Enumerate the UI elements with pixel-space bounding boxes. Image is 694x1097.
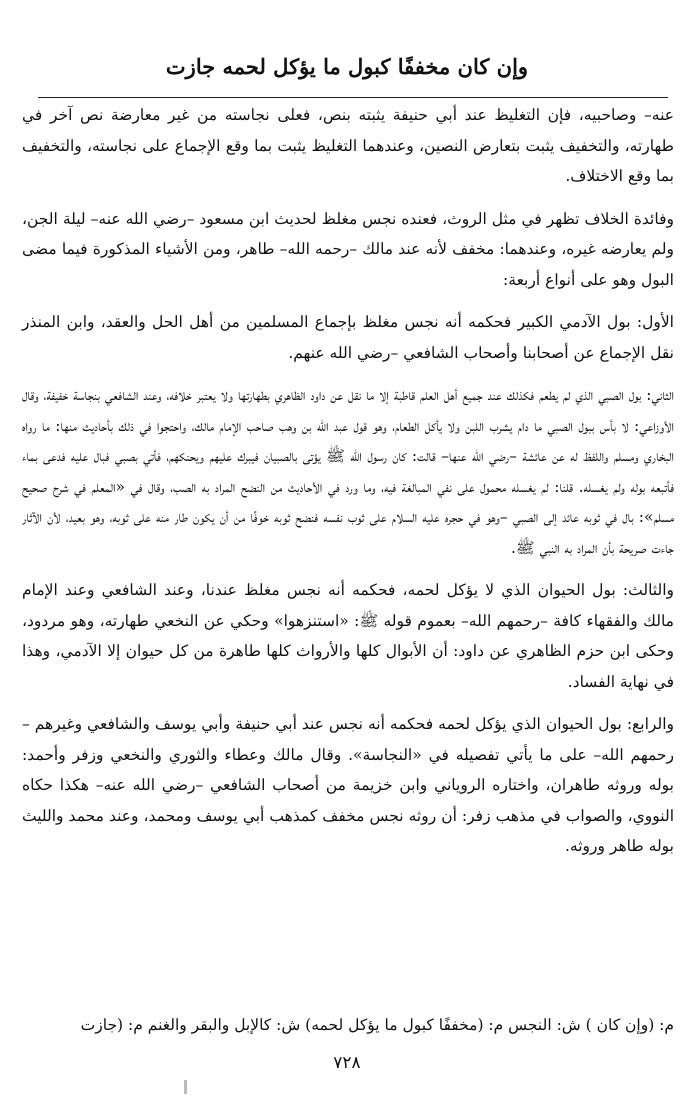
paragraph: والرابع: بول الحيوان الذي يؤكل لحمه فحكمه أنه نجس عند أبي حنيفة وأبي يوسف والشافعي وغيرهم –رحمهم الله– على ما يأتي تفصيله في «النجاسة». وقال مالك وعطاء والثوري والنخعي وزفر وأحمد: بوله وروثه طاهران، واختاره الروياني وابن خزيمة من أصحاب الشافعي –رضي الله عنه– هكذا حكاه النووي، والصواب في مذهب زفر: أن روثه نجس مخفف كمذهب أبي يوسف ومحمد، وعند محمد والليث بوله طاهر وروثه. <box>22 715 674 855</box>
header-rule <box>38 97 668 98</box>
matn-line: م: (وإن كان ) ش: النجس م: (مخففًا كبول ما يؤكل لحمه) ش: كالإبل والبقر والغنم م: (جازت <box>80 1016 674 1034</box>
paragraph: الأول: بول الآدمي الكبير فحكمه أنه نجس مغلظ بإجماع المسلمين من أهل الحل والعقد، وابن المنذر نقل الإجماع عن أصحابنا وأصحاب الشافعي –رضي الله عنهم. <box>22 313 674 362</box>
commentary-text <box>22 100 674 862</box>
paragraph: وفائدة الخلاف تظهر في مثل الروث، فعنده نجس مغلظ لحديث ابن مسعود –رضي الله عنه– ليلة الجن، ولم يعارضه غيره، وعندهما: مخفف لأنه عند مالك –رحمه الله– طاهر، ومن الأشياء المذكورة فيما مضى البول وهو على أنواع أربعة: <box>22 209 674 289</box>
running-header: وإن كان مخففًا كبول ما يؤكل لحمه جازت <box>165 54 529 79</box>
paragraph: عنه– وصاحبيه، فإن التغليظ عند أبي حنيفة يثبته بنص، فعلى نجاسته من غير معارضة نص آخر في طهارته، والتخفيف يثبت بتعارض النصين، وعندهما التغليظ يثبت بما وقع الإجماع على نجاسته، والتخفيف بما وقع الاختلاف. <box>22 106 674 185</box>
paragraph: والثالث: بول الحيوان الذي لا يؤكل لحمه، فحكمه أنه نجس مغلظ عندنا، وعند الشافعي وعند الإمام مالك والفقهاء كافة –رحمهم الله– بعموم قوله ﷺ: «استنزهوا» وحكي عن النخعي طهارته، وهو مردود، وحكى ابن حزم الظاهري عن داود: أن الأبوال كلها والأرواث كلها طاهرة من كل حيوان إلا الآدمي، وهذا في نهاية الفساد. <box>22 581 674 691</box>
scan-mark <box>184 1080 187 1094</box>
page-number: ٧٢٨ <box>333 1053 361 1073</box>
paragraph: الثاني: بول الصبي الذي لم يطعم فكذلك عند جميع أهل العلم قاطبة إلا ما نقل عن داود الظاهري بطهارتها ولا يعتبر خلافه، وعند الشافعي بنجاسة خفيفة، وقال الأوزاعي: لا بأس ببول الصبي ما دام يشرب اللبن ولا يأكل الطعام، وهو قول عبد الله بن وهب صاحب الإمام مالك، واحتجوا في ذلك بأحاديث منها: ما رواه البخاري ومسلم واللفظ له عن عائشة –رضي الله عنها– قالت: كان رسول الله ﷺ يؤتى بالصبيان فيبرك عليهم ويحنكهم، فأتي بصبي فبال عليه فدعى بماء فأتبعه بوله ولم يغسله. قلنا: لم يغسله محمول على نفي المبالغة فيه، وما ورد في الأحاديث من النضح المراد به الصب، وقال في «المعلم في شرح صحيح مسلم»: بال في ثوبه عائد إلى الصبي –وهو في حجره عليه السلام على ثوب نفسه فنضح ثوبه خوفًا من أن يكون طار منه على ثوبه، وهو بعيد، لأن الآثار جاءت صريحة بأن المراد به النبي ﷺ. <box>22 386 674 557</box>
